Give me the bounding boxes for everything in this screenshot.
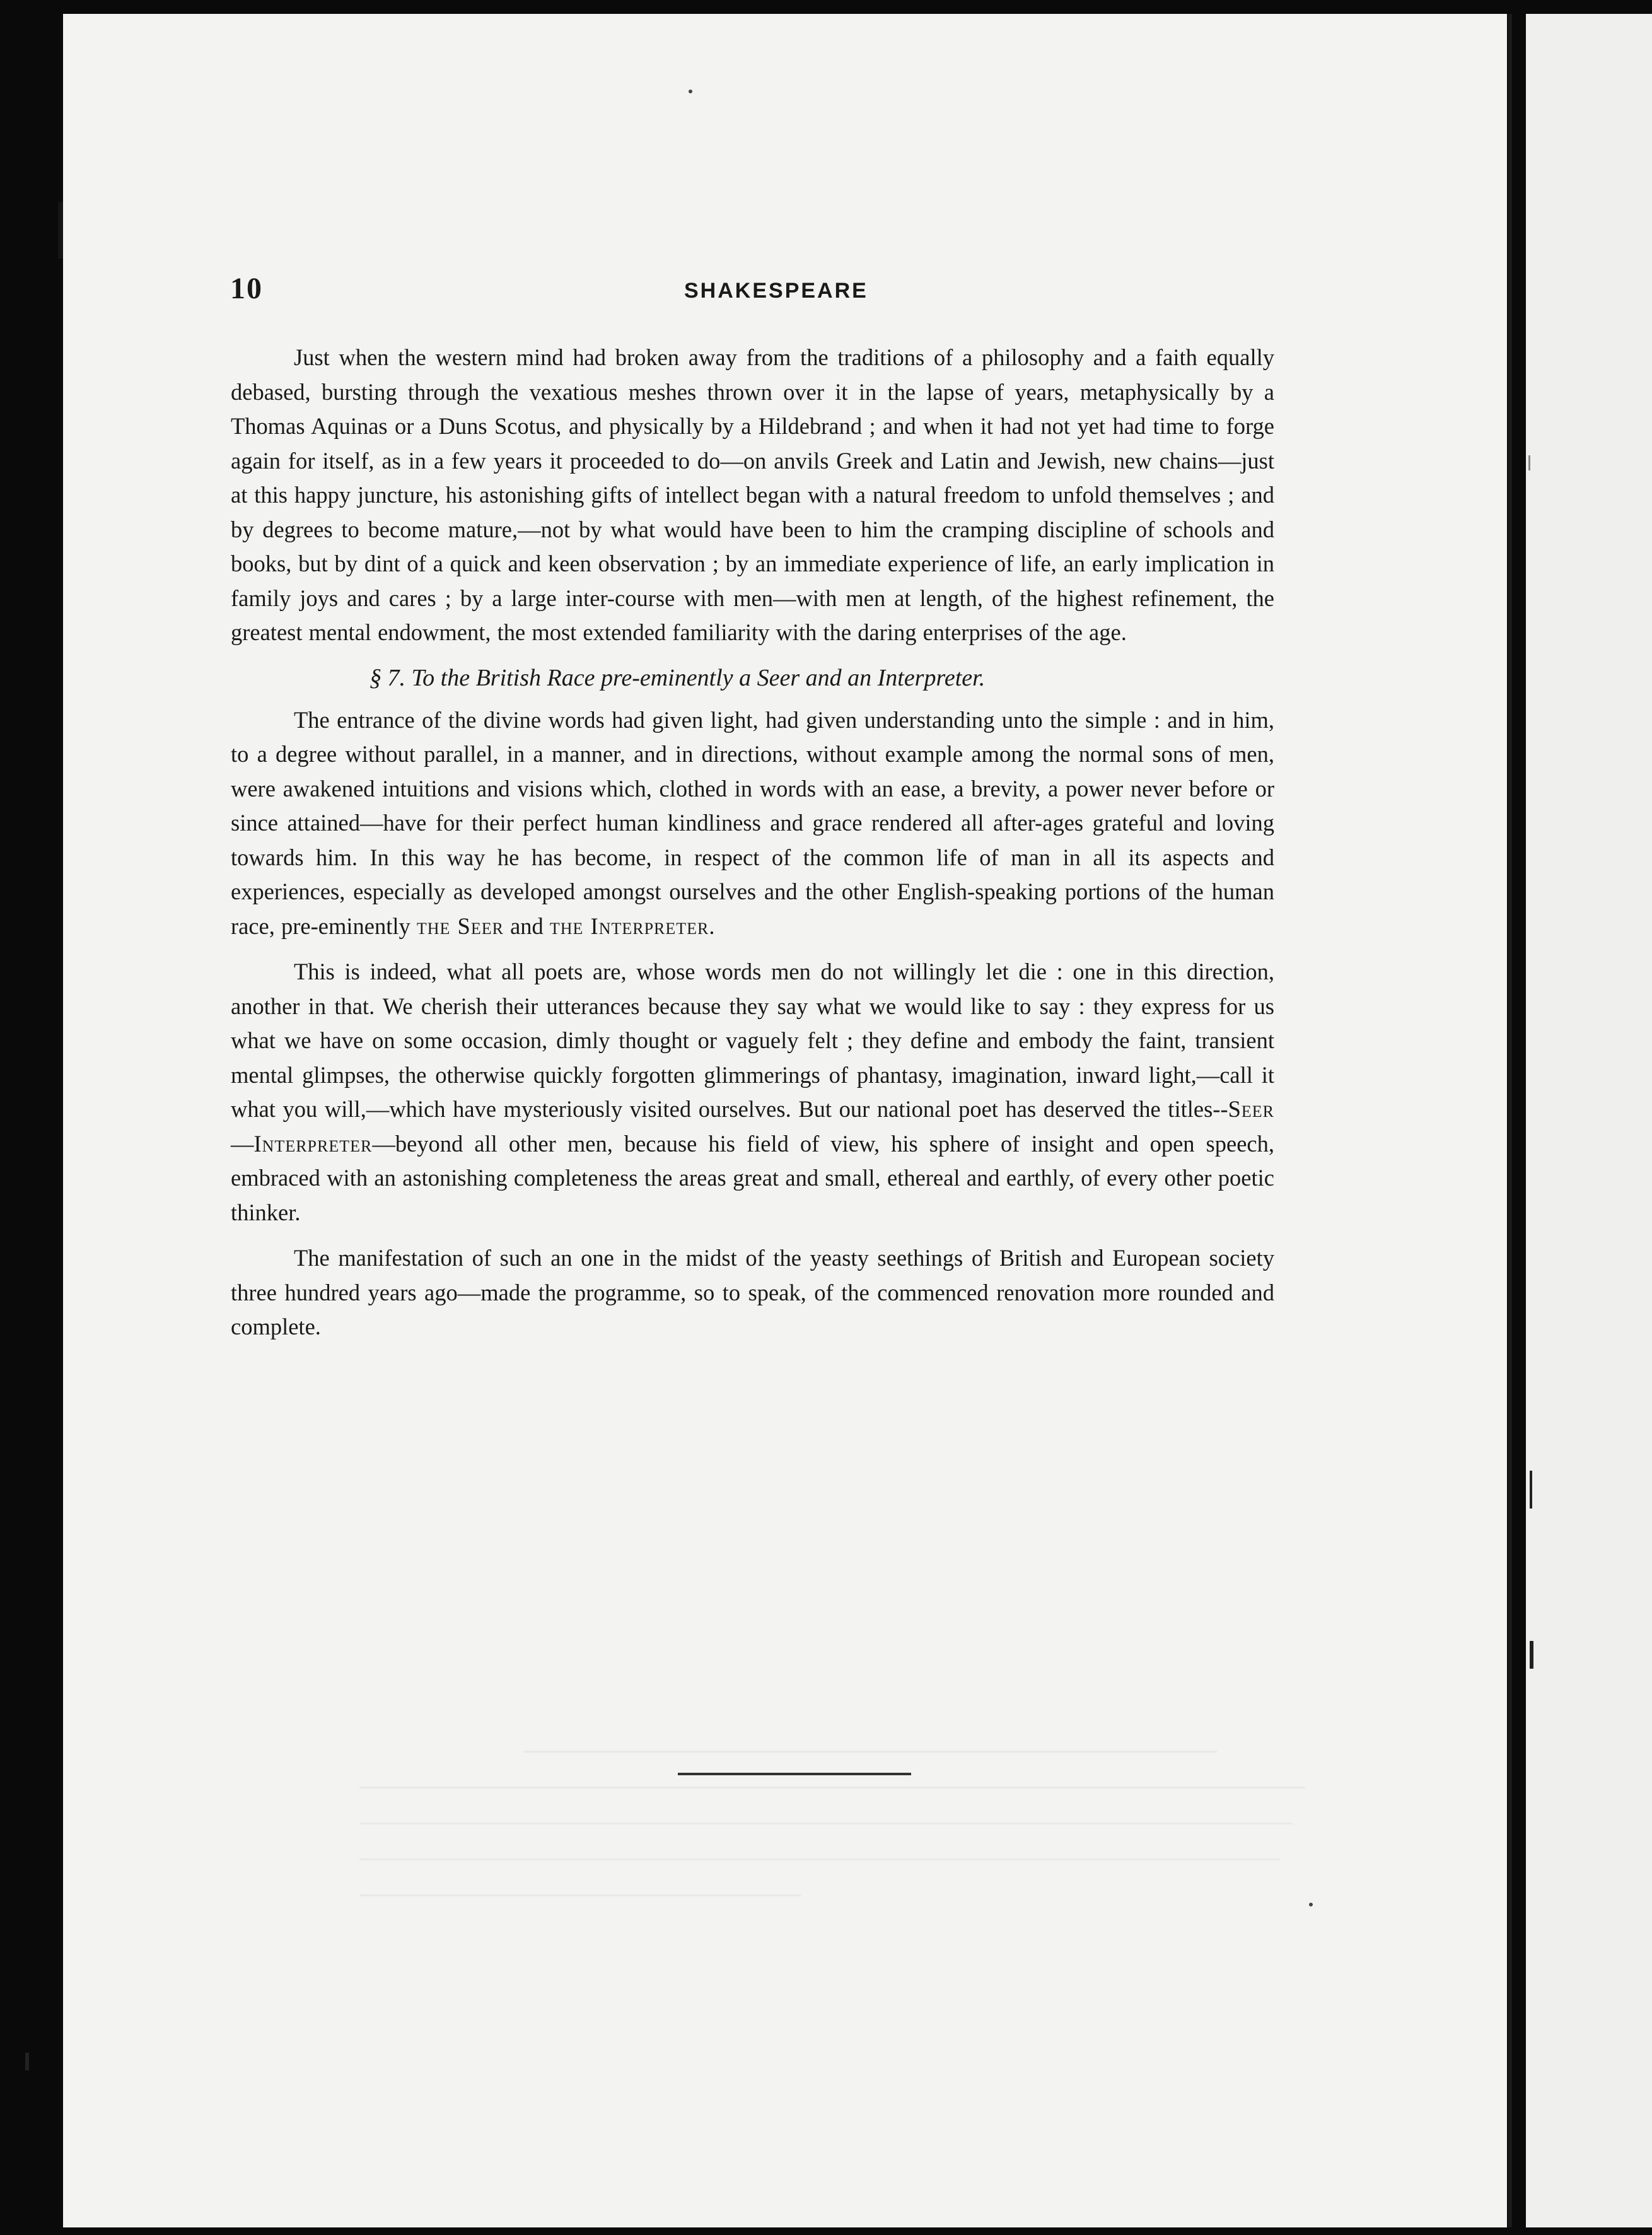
- and-word: and: [510, 913, 544, 939]
- page-number: 10: [230, 272, 263, 305]
- page-gutter-edge: [1508, 14, 1512, 2227]
- adjacent-page-strip: [1526, 14, 1652, 2227]
- interpreter-small-caps: the Interpreter: [549, 913, 709, 939]
- page-speck: [1309, 1903, 1313, 1906]
- seer-small-caps: the Seer: [416, 913, 504, 939]
- title-dash: —: [231, 1130, 254, 1157]
- page-header: [230, 271, 1277, 322]
- adjacent-page-mark: [1528, 455, 1530, 470]
- adjacent-page-mark: [1530, 1641, 1533, 1669]
- page-speck: [689, 90, 692, 93]
- scan-artifact-left: [25, 2053, 29, 2070]
- interpreter-title: Interpreter: [253, 1130, 373, 1157]
- paragraph-2-text: The entrance of the divine words had given light, had given understanding unto the simple : and in him, to a degree without parallel, in a manner, and in directions, without example among the normal sons of men, were awakened intuitions and visions which, clothed in words with an ease, a brevity, a power never before or since attained—have for their perfect human kindliness and grace rendered all after-ages grateful and loving towards him. In this way he has become, in respect of the common life of man in all its aspects and experiences, especially as developed amongst ourselves and the other English-speaking portions of the human race, pre-eminently: [231, 706, 1274, 939]
- paragraph-3-text: This is indeed, what all poets are, whose words men do not willingly let die : one in this direction, another in that. We cherish their utterances because they say what we would like to say : they express for us what we have on some occasion, dimly thought or vaguely felt ; they define and embody the faint, transient mental glimpses, the otherwise quickly forgotten glimmerings of phantasy, imagination, inward light,—call it what you will,—which have mysteriously visited ourselves. But our national poet has deserved the titles--: [231, 959, 1274, 1122]
- adjacent-page-mark: [1530, 1471, 1532, 1508]
- paragraph-2-end: .: [709, 913, 715, 939]
- running-head: SHAKESPEARE: [684, 279, 868, 303]
- paragraph-4: The manifestation of such an one in the midst of the yeasty seethings of British and European society three hundred years ago—made the programme, so to speak, of the commenced renovation more rounded and complete.: [231, 1245, 1274, 1339]
- paragraph-3: [231, 955, 1274, 1230]
- section-heading: § 7. To the British Race pre-eminently a Seer and an Interpreter.: [369, 664, 986, 691]
- paragraph-1: Just when the western mind had broken away from the traditions of a philosophy and a faith equally debased, bursting through the vexatious meshes thrown over it in the lapse of years, metaphysically by a Thomas Aquinas or a Duns Scotus, and physically by a Hildebrand ; and when it had not yet had time to forge again for itself, as in a few years it proceeded to do—on anvils Greek and Latin and Jewish, new chains—just at this happy juncture, his astonishing gifts of intellect began with a natural freedom to unfold themselves ; and by degrees to become mature,—not by what would have been to him the cramping discipline of schools and books, but by dint of a quick and keen observation ; by an immediate experience of life, an early implication in family joys and cares ; by a large inter-course with men—with men at length, of the highest refinement, the greatest mental endowment, the most extended familiarity with the daring enterprises of the age.: [231, 344, 1274, 645]
- show-through-text: [359, 1717, 1343, 2045]
- seer-title: Seer: [1228, 1096, 1274, 1122]
- paragraph-2: [231, 703, 1274, 944]
- closing-rule: [678, 1773, 911, 1775]
- scan-artifact-left-top: [58, 202, 63, 259]
- page-body: [231, 341, 1274, 1345]
- paragraph-3-rest: —beyond all other men, because his field of view, his sphere of insight and open speech, embraced with an astonishing completeness the areas great and small, ethereal and earthly, of every other poetic thinker.: [231, 1130, 1274, 1225]
